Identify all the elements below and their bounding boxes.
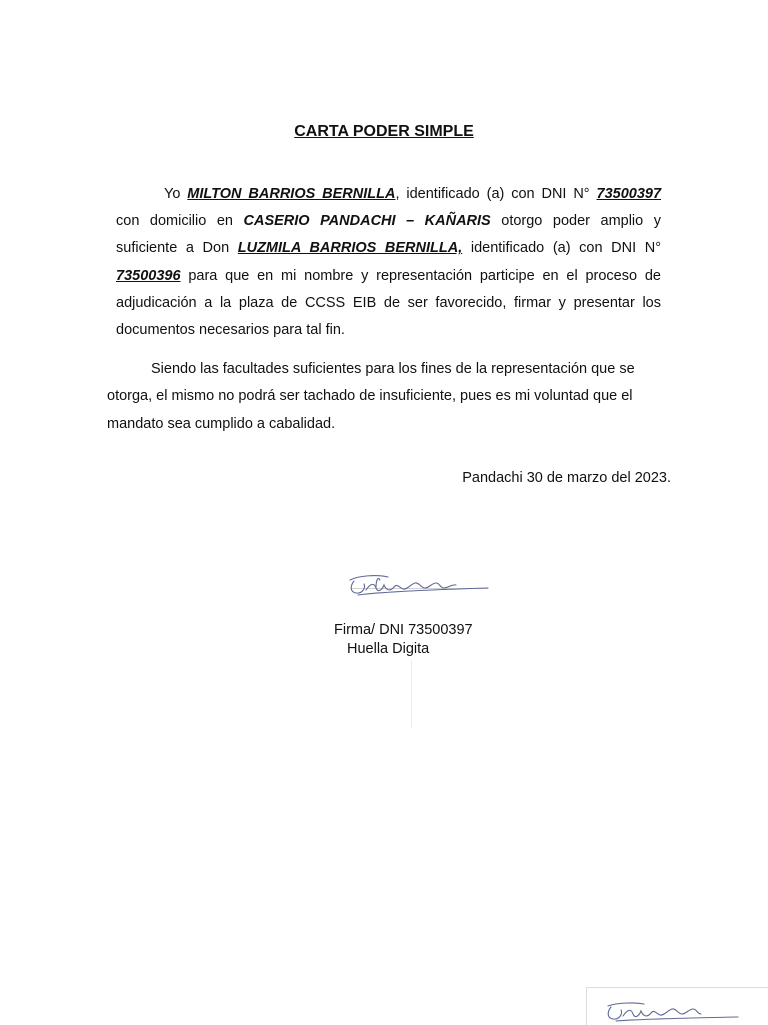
signature-scribble-icon (336, 568, 491, 602)
text-yo: Yo (164, 186, 181, 202)
firma-dni-label: Firma/ DNI 73500397 (334, 622, 473, 638)
text-identificado-1: , identificado (a) con DNI N° (395, 186, 590, 202)
text-otorgo: otorgo poder amplio y suficiente a Don (116, 213, 661, 257)
date-line: Pandachi 30 de marzo del 2023. (462, 470, 671, 486)
text-identificado-2: identificado (a) con DNI N° (470, 240, 661, 257)
grantor-address: CASERIO PANDACHI – KAÑARIS (243, 213, 491, 230)
document-title: CARTA PODER SIMPLE (294, 123, 474, 140)
fingerprint-box-edge (411, 660, 412, 728)
grantee-name: LUZMILA BARRIOS BERNILLA, (237, 240, 463, 257)
validity-text: Siendo las facultades suficientes para los fines de la representación que se otorga, el mismo no podrá ser tachado de insuficiente, pues es mi voluntad que el mandato sea cumplido a cabalidad. (107, 361, 635, 432)
grantor-dni: 73500397 (596, 186, 662, 202)
grantor-name: MILTON BARRIOS BERNILLA (187, 186, 396, 202)
text-domicilio: con domicilio en (116, 213, 233, 230)
text-purpose: para que en mi nombre y representación participe en el proceso de adjudicación a la plaza de CCSS EIB de ser favorecido, firmar y presentar los documentos necesarios para tal fin. (116, 267, 661, 339)
paragraph-validity (107, 356, 655, 438)
paragraph-grant (116, 181, 661, 344)
huella-digital-label: Huella Digita (347, 641, 430, 657)
grantee-dni: 73500396 (116, 267, 181, 284)
corner-signature-scribble-icon (596, 997, 746, 1024)
